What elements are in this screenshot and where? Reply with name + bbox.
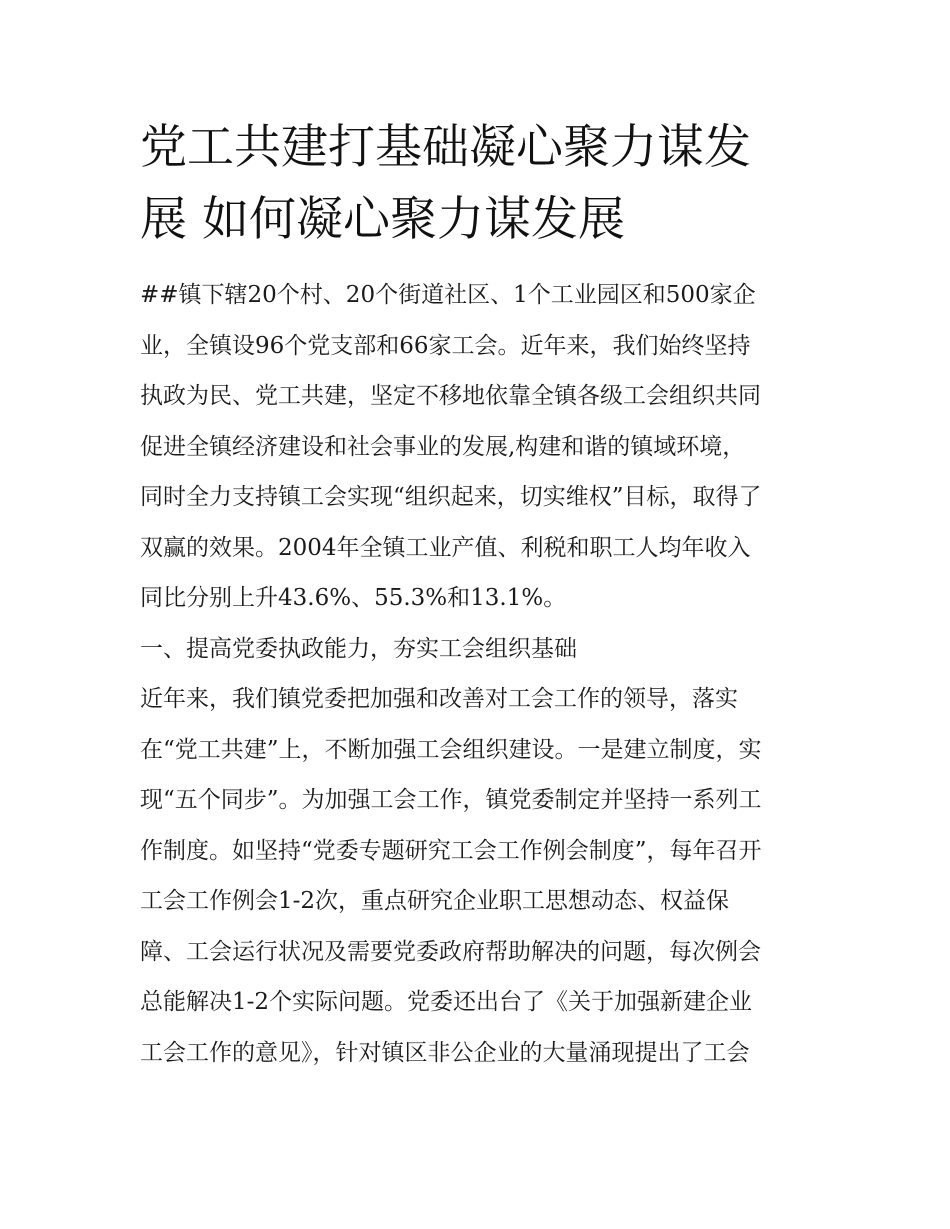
text-line: ##镇下辖20个村、20个街道社区、1个工业园区和500家企 xyxy=(140,282,756,308)
title-line: 展 如何凝心聚力谋发展 xyxy=(140,192,625,247)
text-line: 现“五个同步”。为加强工会工作，镇党委制定并坚持一系列工 xyxy=(140,787,762,813)
text-line: 一、提高党委执政能力，夯实工会组织基础 xyxy=(140,635,577,662)
body-paragraph xyxy=(140,674,815,1078)
text-line: 促进全镇经济建设和社会事业的发展,构建和谐的镇域环境， xyxy=(140,433,746,460)
text-line: 在“党工共建”上，不断加强工会组织建设。一是建立制度，实 xyxy=(140,736,762,763)
text-line: 近年来，我们镇党委把加强和改善对工会工作的领导，落实 xyxy=(140,686,738,712)
text-line: 障、工会运行状况及需要党委政府帮助解决的问题，每次例会 xyxy=(140,938,761,965)
text-line: 业，全镇设96个党支部和66家工会。近年来，我们始终坚持 xyxy=(140,332,751,359)
text-line: 工会工作例会1-2次，重点研究企业职工思想动态、权益保 xyxy=(140,888,730,914)
text-line: 作制度。如坚持“党委专题研究工会工作例会制度”，每年召开 xyxy=(140,837,762,864)
text-line: 双赢的效果。2004年全镇工业产值、利税和职工人均年收入 xyxy=(140,534,751,561)
section-heading xyxy=(140,624,815,675)
text-line: 同比分别上升43.6%、55.3%和13.1%。 xyxy=(140,585,567,611)
document-title xyxy=(140,112,815,256)
text-line: 同时全力支持镇工会实现“组织起来，切实维权”目标，取得了 xyxy=(140,484,762,510)
text-line: 总能解决1-2个实际问题。党委还出台了《关于加强新建企业 xyxy=(140,989,753,1015)
text-line: 执政为民、党工共建，坚定不移地依靠全镇各级工会组织共同 xyxy=(140,383,761,409)
text-line: 工会工作的意见》，针对镇区非公企业的大量涌现提出了工会 xyxy=(140,1039,750,1066)
title-line: 党工共建打基础凝心聚力谋发 xyxy=(140,120,751,175)
intro-paragraph xyxy=(140,270,815,624)
document-content xyxy=(140,112,815,1078)
